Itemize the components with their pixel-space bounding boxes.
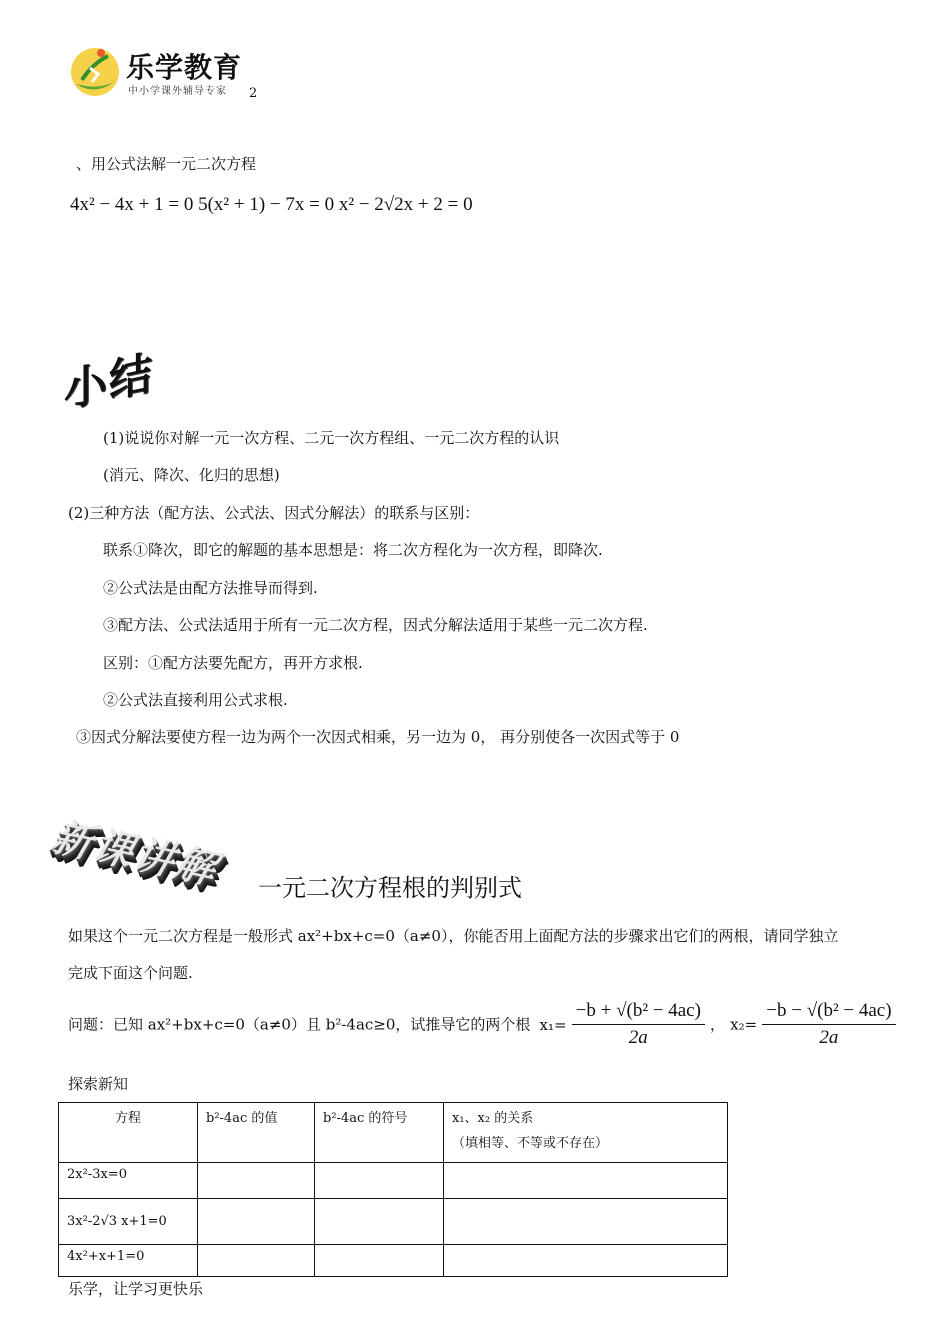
table-cell-empty[interactable] bbox=[444, 1245, 728, 1277]
logo-title: 乐学教育 bbox=[126, 51, 243, 84]
table-header-relation-label: x₁、x₂ 的关系 bbox=[452, 1111, 534, 1126]
table-cell-empty[interactable] bbox=[315, 1245, 444, 1277]
x2-formula bbox=[762, 1000, 895, 1049]
table-header-sign: b²-4ac 的符号 bbox=[315, 1103, 444, 1163]
table-row bbox=[59, 1163, 728, 1199]
x1-denominator: 2a bbox=[628, 1027, 648, 1048]
intro-line-1: 如果这个一元二次方程是一般形式 ax²+bx+c=0（a≠0），你能否用上面配方法的步骤求出它们的两根，请同学独立 bbox=[68, 927, 839, 945]
table-cell-empty[interactable] bbox=[198, 1163, 315, 1199]
summary-line-3: (2)三种方法（配方法、公式法、因式分解法）的联系与区别： bbox=[68, 504, 480, 522]
new-lesson-badge: 新课讲解 bbox=[43, 816, 232, 894]
table-cell-empty[interactable] bbox=[315, 1163, 444, 1199]
x1-numerator: −b + √(b² − 4ac) bbox=[572, 1000, 705, 1025]
summary-line-2: (消元、降次、化归的思想) bbox=[103, 466, 280, 484]
x2-numerator: −b − √(b² − 4ac) bbox=[762, 1000, 895, 1025]
equation-1: 4x² − 4x + 1 = 0 bbox=[70, 194, 194, 215]
table-cell-empty[interactable] bbox=[444, 1163, 728, 1199]
x1-label: x₁= bbox=[539, 1015, 567, 1034]
explore-heading: 探索新知 bbox=[68, 1075, 129, 1093]
summary-line-5: ②公式法是由配方法推导而得到. bbox=[103, 579, 318, 597]
x2-denominator: 2a bbox=[819, 1027, 839, 1048]
summary-line-8: ②公式法直接利用公式求根. bbox=[103, 691, 288, 709]
table-row bbox=[59, 1199, 728, 1245]
summary-line-9: ③因式分解法要使方程一边为两个一次因式相乘，另一边为 0， 再分别使各一次因式等于 0 bbox=[76, 728, 680, 746]
x1-formula bbox=[572, 1000, 705, 1049]
table-row bbox=[59, 1245, 728, 1277]
logo bbox=[68, 44, 258, 100]
page-number: 2 bbox=[249, 86, 258, 101]
summary-line-1: (1)说说你对解一元一次方程、二元一次方程组、一元二次方程的认识 bbox=[103, 429, 560, 447]
table-header-relation-note: （填相等、不等或不存在） bbox=[452, 1136, 609, 1151]
table-cell-empty[interactable] bbox=[198, 1199, 315, 1245]
logo-subtitle: 中小学课外辅导专家 bbox=[128, 86, 227, 97]
footer-slogan: 乐学，让学习更快乐 bbox=[68, 1280, 204, 1298]
equation-3: x² − 2√2x + 2 = 0 bbox=[338, 194, 473, 215]
equation-2: 5(x² + 1) − 7x = 0 bbox=[198, 194, 335, 215]
table-cell-empty[interactable] bbox=[315, 1199, 444, 1245]
formula-separator: ， bbox=[710, 1015, 726, 1034]
explore-table bbox=[58, 1102, 728, 1277]
table-header-relation bbox=[444, 1103, 728, 1163]
table-cell-empty[interactable] bbox=[444, 1199, 728, 1245]
x2-label: x₂= bbox=[730, 1015, 758, 1034]
table-cell-equation: 4x²+x+1=0 bbox=[59, 1245, 198, 1277]
table-header-value: b²-4ac 的值 bbox=[198, 1103, 315, 1163]
table-cell-empty[interactable] bbox=[198, 1245, 315, 1277]
summary-line-6: ③配方法、公式法适用于所有一元二次方程，因式分解法适用于某些一元二次方程. bbox=[103, 616, 648, 634]
exercise-equations bbox=[70, 194, 473, 216]
exercise-heading: 、用公式法解一元二次方程 bbox=[76, 155, 257, 173]
question-line bbox=[68, 1000, 896, 1049]
summary-title: 小结 bbox=[64, 346, 154, 418]
section-title: 一元二次方程根的判别式 bbox=[258, 874, 522, 902]
table-cell-equation: 3x²-2√3 x+1=0 bbox=[59, 1199, 198, 1245]
table-header-equation: 方程 bbox=[59, 1103, 198, 1163]
logo-emblem-icon bbox=[68, 44, 122, 98]
question-text: 问题：已知 ax²+bx+c=0（a≠0）且 b²-4ac≥0，试推导它的两个根 bbox=[68, 1015, 531, 1034]
summary-line-7: 区别：①配方法要先配方，再开方求根. bbox=[103, 654, 363, 672]
intro-line-2: 完成下面这个问题. bbox=[68, 964, 193, 982]
table-cell-equation: 2x²-3x=0 bbox=[59, 1163, 198, 1199]
summary-line-4: 联系①降次，即它的解题的基本思想是：将二次方程化为一次方程，即降次. bbox=[103, 541, 603, 559]
